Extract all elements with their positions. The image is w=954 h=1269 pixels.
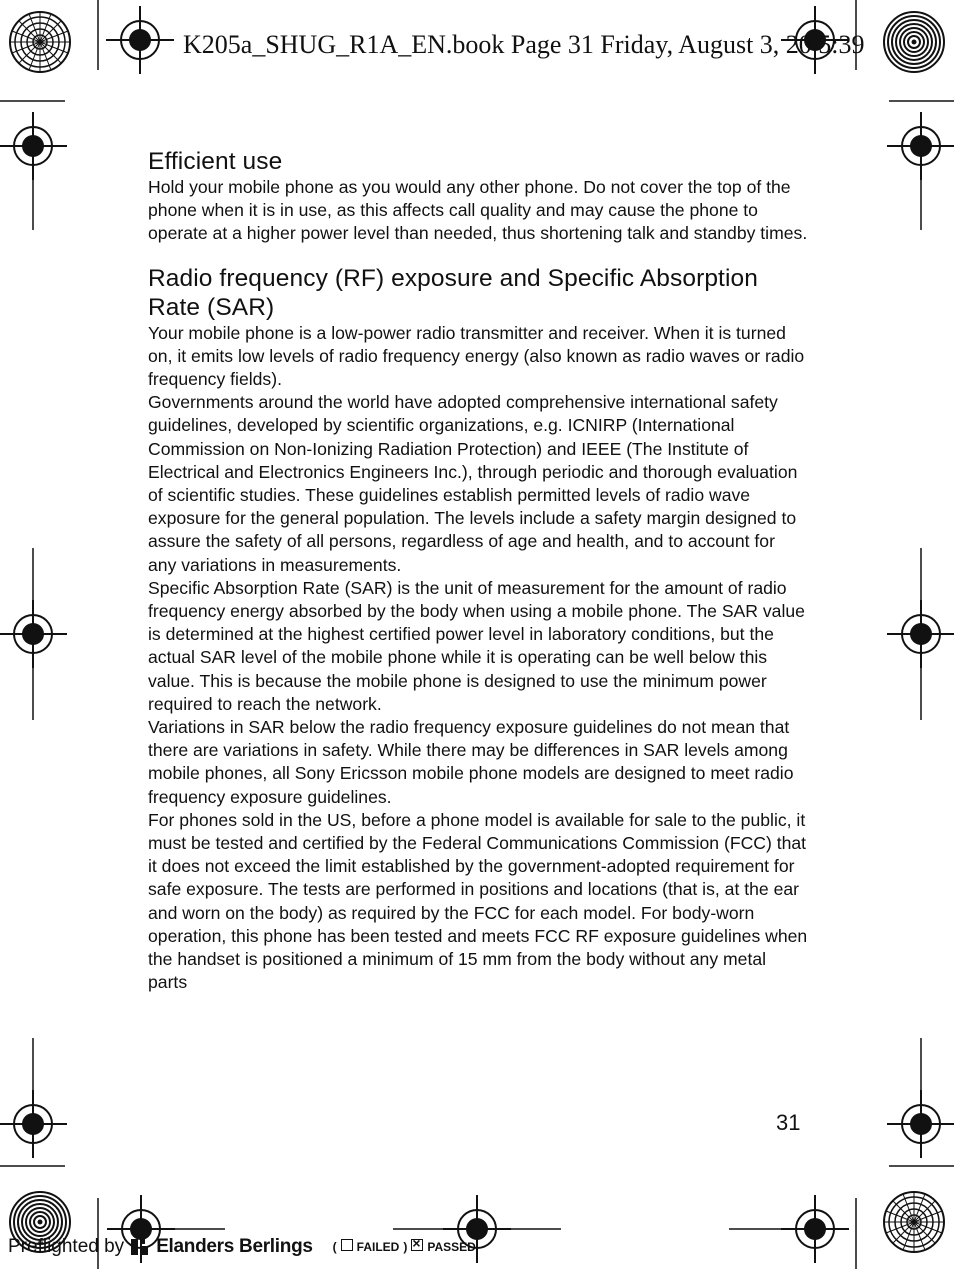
passed-checkbox: [411, 1239, 423, 1251]
paragraph: Governments around the world have adopted comprehensive international safety guidelines, developed by scientific organizations, e.g. ICNIRP (International Commission on Non-Ionizing Radiation Protection) and IEEE (The Institute of Electrical and Electronics Engineers Inc.), through periodic and thorough evaluation of scientific studies. These guidelines establish permitted levels of radio wave exposure for the general population. The levels include a safety margin designed to assure the safety of all persons, regardless of age and health, and to account for any variations in measurements.: [148, 392, 798, 575]
preflight-status: [333, 1240, 476, 1254]
failed-label: FAILED: [356, 1240, 400, 1254]
preflight-label: Preflighted by: [8, 1236, 125, 1257]
book-header: K205a_SHUG_R1A_EN.book Page 31 Friday, August 3, 20 5:39: [183, 30, 865, 59]
paragraph: Your mobile phone is a low-power radio transmitter and receiver. When it is turned on, it emits low levels of radio frequency energy (also known as radio waves or radio frequency fields).: [148, 322, 805, 390]
paragraph: Specific Absorption Rate (SAR) is the unit of measurement for the amount of radio frequency energy absorbed by the body when using a mobile phone. The SAR value is determined at the highest certified power level in laboratory conditions, but the actual SAR level of the mobile phone while it is operating can be well below this value. This is because the mobile phone is designed to use the minimum power required to reach the network.: [148, 577, 805, 714]
section-heading: Efficient use: [148, 148, 283, 175]
paragraph: Variations in SAR below the radio frequency exposure guidelines do not mean that there are variations in safety. While there may be differences in SAR levels among mobile phones, all Sony Ericsson mobile phone models are designed to meet radio frequency exposure guidelines.: [148, 717, 794, 807]
paragraph: For phones sold in the US, before a phone model is available for sale to the public, it must be tested and certified by the Federal Communications Commission (FCC) that it does not exceed the limit established by the government-adopted requirement for safe exposure. The tests are performed in positions and locations (that is, at the ear and worn on the body) as required by the FCC for each model. For body-worn operation, this phone has been tested and meets FCC RF exposure guidelines when the handset is positioned a minimum of 15 mm from the body without any metal parts: [148, 809, 808, 993]
close-paren: ): [403, 1240, 408, 1254]
elanders-logo-icon: [130, 1237, 150, 1257]
open-paren: (: [332, 1240, 337, 1254]
page-content: [148, 144, 808, 995]
paragraph: Hold your mobile phone as you would any other phone. Do not cover the top of the phone when it is in use, as this affects call quality and may cause the phone to operate at a higher power level than needed, thus shortening talk and standby times.: [148, 177, 808, 244]
page-number: 31: [776, 1110, 801, 1135]
preflight-stamp: [8, 1236, 476, 1258]
preflight-brand: Elanders Berlings: [156, 1236, 313, 1257]
passed-label: PASSED: [427, 1240, 476, 1254]
section-heading: Radio frequency (RF) exposure and Specific Absorption Rate (SAR): [148, 264, 758, 321]
failed-checkbox: [341, 1239, 353, 1251]
